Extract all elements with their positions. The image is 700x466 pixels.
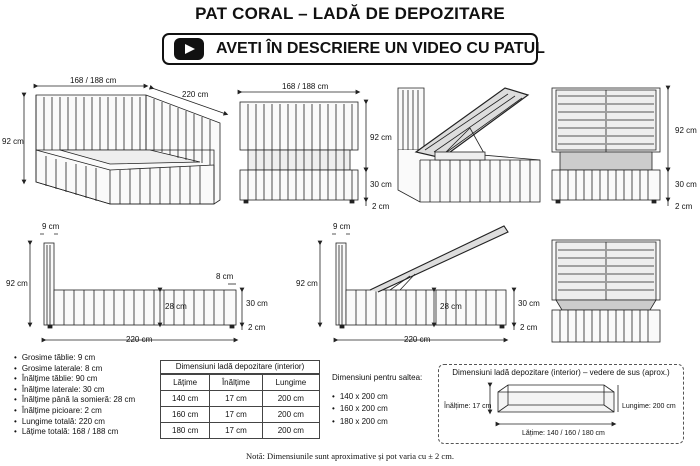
spec-item: • Înălțime tăblie: 90 cm	[14, 374, 135, 385]
page-title: PAT CORAL – LADĂ DE DEPOZITARE	[195, 4, 505, 23]
footnote: Notă: Dimensiunile sunt aproximative și pot varia cu ± 2 cm.	[246, 451, 454, 461]
storage-table	[160, 374, 320, 439]
bed-side-lift-view	[320, 226, 514, 340]
lift-mattress-label: 28 cm	[440, 302, 462, 311]
spec-item: • Lungime totală: 220 cm	[14, 417, 135, 428]
open-frame-label: 30 cm	[675, 180, 697, 189]
bed-side-view	[30, 234, 242, 340]
iso-length-label: 220 cm	[182, 90, 209, 99]
bed-front-view	[240, 92, 366, 206]
table-row	[161, 407, 320, 423]
storage-table-title: Dimensiuni ladă depozitare (interior)	[160, 360, 320, 374]
side-headboard-label: 9 cm	[42, 222, 60, 231]
side-footboard-label: 8 cm	[216, 272, 234, 281]
table-cell: 17 cm	[210, 391, 262, 407]
side-mattress-label: 28 cm	[165, 302, 187, 311]
open-height-label: 92 cm	[675, 126, 697, 135]
table-cell: 200 cm	[262, 407, 319, 423]
table-cell: 180 cm	[161, 423, 210, 439]
bed-isometric-view	[24, 86, 226, 204]
table-header: Înălțime	[210, 375, 262, 391]
table-header-row	[161, 375, 320, 391]
side-height-label: 92 cm	[6, 279, 28, 288]
mattress-size-item: • 140 x 200 cm	[332, 391, 422, 404]
side-frame-label: 30 cm	[246, 299, 268, 308]
table-cell: 17 cm	[210, 407, 262, 423]
table-cell: 17 cm	[210, 423, 262, 439]
specs-list	[14, 353, 135, 438]
front-legs-label: 2 cm	[372, 202, 390, 211]
spec-item: • Grosime laterale: 8 cm	[14, 364, 135, 375]
spec-item: • Înălțime laterale: 30 cm	[14, 385, 135, 396]
table-row	[161, 423, 320, 439]
top-view-width: Lățime: 140 / 160 / 180 cm	[522, 430, 605, 437]
front-height-label: 92 cm	[370, 133, 392, 142]
spec-item: • Lățime totală: 168 / 188 cm	[14, 427, 135, 438]
table-row	[161, 391, 320, 407]
front-frame-label: 30 cm	[370, 180, 392, 189]
lift-length-label: 220 cm	[404, 335, 431, 344]
top-view-length: Lungime: 200 cm	[622, 403, 676, 410]
side-legs-label: 2 cm	[248, 323, 266, 332]
mattress-size-item: • 160 x 200 cm	[332, 403, 422, 416]
open-legs-label: 2 cm	[675, 202, 693, 211]
mattress-size-item: • 180 x 200 cm	[332, 416, 422, 429]
table-cell: 140 cm	[161, 391, 210, 407]
bed-front-open-view-2	[552, 240, 660, 342]
top-view-title: Dimensiuni ladă depozitare (interior) – vedere de sus (aprox.)	[452, 368, 670, 377]
side-length-label: 220 cm	[126, 335, 153, 344]
bed-open-lid-view	[398, 88, 540, 202]
front-width-label: 168 / 188 cm	[282, 82, 329, 91]
mattress-sizes	[332, 372, 422, 428]
lift-frame-label: 30 cm	[518, 299, 540, 308]
iso-width-label: 168 / 188 cm	[70, 76, 117, 85]
table-cell: 200 cm	[262, 423, 319, 439]
lift-height-label: 92 cm	[296, 279, 318, 288]
bed-front-open-view	[552, 88, 668, 206]
top-view-height: Înălțime: 17 cm	[444, 403, 492, 410]
iso-height-label: 92 cm	[2, 137, 24, 146]
lift-legs-label: 2 cm	[520, 323, 538, 332]
lift-headboard-label: 9 cm	[333, 222, 351, 231]
table-cell: 200 cm	[262, 391, 319, 407]
mattress-title: Dimensiuni pentru saltea:	[332, 373, 423, 382]
spec-item: • Grosime tăblie: 9 cm	[14, 353, 135, 364]
video-banner-label: AVETI ÎN DESCRIERE UN VIDEO CU PATUL	[216, 40, 545, 57]
spec-item: • Înălțime picioare: 2 cm	[14, 406, 135, 417]
spec-item: • Înălțime până la somieră: 28 cm	[14, 395, 135, 406]
table-cell: 160 cm	[161, 407, 210, 423]
table-header: Lățime	[161, 375, 210, 391]
table-header: Lungime	[262, 375, 319, 391]
